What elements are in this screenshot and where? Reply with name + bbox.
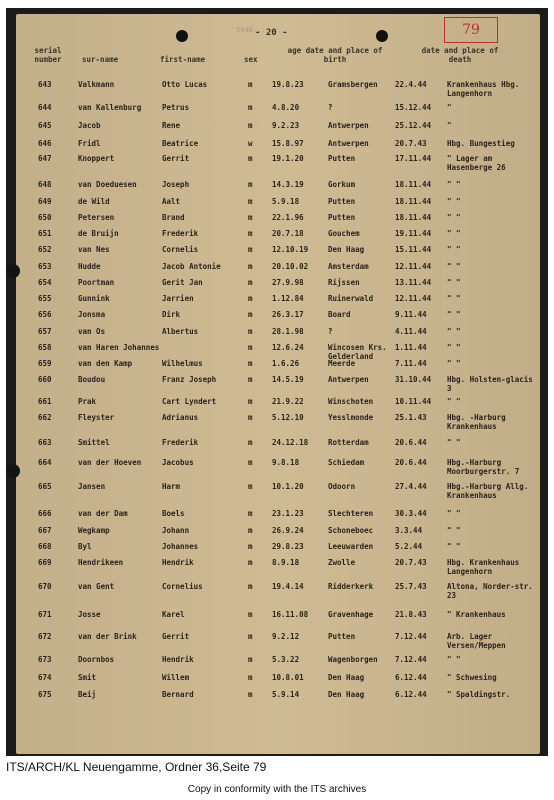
cell-ddate: 15.11.44 (395, 245, 432, 254)
cell-first: Cornelius (162, 582, 203, 591)
cell-dplace: " (447, 121, 452, 130)
cell-sur: van Nes (78, 245, 110, 254)
cell-num: 658 (38, 343, 52, 352)
cell-sex: m (248, 180, 253, 189)
cell-date: 19.4.14 (272, 582, 304, 591)
cell-dplace: " " (447, 294, 461, 303)
cell-num: 669 (38, 558, 52, 567)
cell-dplace: Hbg. Bungestieg (447, 139, 515, 148)
cell-first: Johann (162, 526, 190, 535)
cell-place: Wincosen Krs. Gelderland (328, 343, 387, 361)
cell-date: 24.12.18 (272, 438, 309, 447)
cell-place: Schoneboec (328, 526, 374, 535)
cell-dplace: " " (447, 343, 461, 352)
cell-date: 1.6.26 (272, 359, 300, 368)
cell-date: 5.3.22 (272, 655, 300, 664)
cell-sex: m (248, 673, 253, 682)
cell-ddate: 20.7.43 (395, 558, 427, 567)
cell-num: 643 (38, 80, 52, 89)
cell-place: Antwerpen (328, 121, 369, 130)
cell-dplace: " Schwesing (447, 673, 497, 682)
cell-num: 644 (38, 103, 52, 112)
cell-num: 672 (38, 632, 52, 641)
cell-sex: m (248, 582, 253, 591)
cell-ddate: 7.12.44 (395, 655, 427, 664)
cell-ddate: 25.12.44 (395, 121, 432, 130)
cell-num: 652 (38, 245, 52, 254)
cell-sex: m (248, 154, 253, 163)
cell-place: Winschoten (328, 397, 374, 406)
cell-sex: m (248, 121, 253, 130)
cell-sur: Knoppert (78, 154, 115, 163)
cell-dplace: Hbg. Krankenhaus Langenhorn (447, 558, 520, 576)
cell-sex: m (248, 542, 253, 551)
cell-date: 4.8.20 (272, 103, 300, 112)
cell-date: 19.1.20 (272, 154, 304, 163)
cell-date: 10.8.01 (272, 673, 304, 682)
cell-first: Aalt (162, 197, 181, 206)
cell-sur: van Kallenburg (78, 103, 142, 112)
punch-hole-top-left (176, 30, 188, 42)
cell-ddate: 1.11.44 (395, 343, 427, 352)
cell-ddate: 25.1.43 (395, 413, 427, 422)
cell-date: 16.11.08 (272, 610, 309, 619)
cell-sur: Poortman (78, 278, 115, 287)
cell-num: 663 (38, 438, 52, 447)
cell-sur: Fleyster (78, 413, 115, 422)
cell-sex: m (248, 438, 253, 447)
cell-num: 668 (38, 542, 52, 551)
cell-sex: m (248, 343, 253, 352)
cell-num: 651 (38, 229, 52, 238)
cell-sur: Doornbos (78, 655, 115, 664)
cell-sur: Byl (78, 542, 92, 551)
cell-sex: m (248, 278, 253, 287)
cell-num: 649 (38, 197, 52, 206)
cell-first: Albertus (162, 327, 199, 336)
header-sex: sex (244, 55, 258, 64)
cell-place: Antwerpen (328, 375, 369, 384)
cell-ddate: 31.10.44 (395, 375, 432, 384)
cell-date: 14.5.19 (272, 375, 304, 384)
cell-num: 670 (38, 582, 52, 591)
cell-ddate: 17.11.44 (395, 154, 432, 163)
cell-place: Gramsbergen (328, 80, 378, 89)
cell-num: 650 (38, 213, 52, 222)
cell-place: Rijssen (328, 278, 360, 287)
cell-place: Gravenhage (328, 610, 374, 619)
cell-first: Cart Lyndert (162, 397, 217, 406)
cell-first: Jacob Antonie (162, 262, 221, 271)
cell-ddate: 3.3.44 (395, 526, 423, 535)
cell-sur: van Os (78, 327, 106, 336)
cell-sex: m (248, 103, 253, 112)
cell-ddate: 5.2.44 (395, 542, 423, 551)
cell-ddate: 13.11.44 (395, 278, 432, 287)
cell-date: 8.9.18 (272, 558, 300, 567)
cell-first: Petrus (162, 103, 190, 112)
cell-ddate: 9.11.44 (395, 310, 427, 319)
cell-sur: Boudou (78, 375, 106, 384)
cell-first: Karel (162, 610, 185, 619)
cell-date: 12.10.19 (272, 245, 309, 254)
cell-sex: m (248, 526, 253, 535)
cell-first: Jacobus (162, 458, 194, 467)
cell-num: 667 (38, 526, 52, 535)
cell-first: Dirk (162, 310, 181, 319)
cell-dplace: " (447, 103, 452, 112)
cell-sur: de Bruijn (78, 229, 119, 238)
punch-hole-left-1 (6, 264, 20, 278)
cell-ddate: 18.11.44 (395, 213, 432, 222)
cell-sur: Fridl (78, 139, 101, 148)
cell-sex: m (248, 558, 253, 567)
cell-num: 647 (38, 154, 52, 163)
cell-sex: m (248, 359, 253, 368)
cell-sur: van Doeduesen (78, 180, 137, 189)
cell-first: Hendrik (162, 558, 194, 567)
cell-num: 654 (38, 278, 52, 287)
cell-sex: m (248, 262, 253, 271)
cell-ddate: 15.12.44 (395, 103, 432, 112)
cell-place: Ridderkerk (328, 582, 374, 591)
cell-first: Frederik (162, 229, 199, 238)
cell-place: Schiedam (328, 458, 365, 467)
cell-place: Gouchem (328, 229, 360, 238)
cell-place: Odoorn (328, 482, 356, 491)
cell-date: 21.9.22 (272, 397, 304, 406)
cell-first: Rene (162, 121, 181, 130)
cell-date: 22.1.96 (272, 213, 304, 222)
cell-ddate: 4.11.44 (395, 327, 427, 336)
cell-place: ? (328, 327, 333, 336)
cell-ddate: 7.11.44 (395, 359, 427, 368)
cell-sex: m (248, 229, 253, 238)
cell-date: 19.8.23 (272, 80, 304, 89)
header-birth: age date and place of birth (287, 46, 383, 64)
cell-num: 675 (38, 690, 52, 699)
cell-sur: Hudde (78, 262, 101, 271)
cell-sur: Prak (78, 397, 97, 406)
cell-dplace: Hbg.-Harburg Allg. Krankenhaus (447, 482, 529, 500)
cell-sex: m (248, 632, 253, 641)
cell-dplace: " " (447, 229, 461, 238)
cell-ddate: 20.6.44 (395, 458, 427, 467)
cell-sex: m (248, 327, 253, 336)
cell-dplace: Altona, Norder-str. 23 (447, 582, 533, 600)
cell-num: 645 (38, 121, 52, 130)
cell-dplace: " " (447, 278, 461, 287)
cell-sur: van Haren Johannes (78, 343, 160, 352)
cell-dplace: " Krankenhaus (447, 610, 506, 619)
cell-place: Putten (328, 197, 356, 206)
punch-hole-left-2 (6, 464, 20, 478)
page-number: - 20 - (255, 28, 288, 38)
cell-num: 646 (38, 139, 52, 148)
cell-ddate: 21.8.43 (395, 610, 427, 619)
cell-place: Den Haag (328, 673, 365, 682)
cell-first: Beatrice (162, 139, 199, 148)
header-serial-number: serial number (34, 46, 62, 64)
cell-num: 655 (38, 294, 52, 303)
cell-sex: m (248, 197, 253, 206)
cell-num: 662 (38, 413, 52, 422)
cell-first: Adrianus (162, 413, 199, 422)
cell-num: 659 (38, 359, 52, 368)
cell-dplace: " Lager am Hasenberge 26 (447, 154, 506, 172)
cell-dplace: " " (447, 655, 461, 664)
cell-sur: Gunnink (78, 294, 110, 303)
cell-date: 9.2.12 (272, 632, 300, 641)
cell-dplace: " " (447, 262, 461, 271)
header-surname: sur-name (82, 55, 119, 64)
cell-first: Otto Lucas (162, 80, 208, 89)
cell-ddate: 6.12.44 (395, 673, 427, 682)
cell-dplace: " " (447, 213, 461, 222)
cell-date: 9.2.23 (272, 121, 300, 130)
cell-place: Den Haag (328, 690, 365, 699)
cell-date: 20.7.18 (272, 229, 304, 238)
cell-sur: Jansen (78, 482, 106, 491)
cell-dplace: " " (447, 397, 461, 406)
cell-first: Gerit Jan (162, 278, 203, 287)
cell-sex: m (248, 610, 253, 619)
cell-num: 656 (38, 310, 52, 319)
cell-dplace: " " (447, 509, 461, 518)
cell-first: Joseph (162, 180, 190, 189)
cell-ddate: 18.11.44 (395, 197, 432, 206)
cell-sur: Jonsma (78, 310, 106, 319)
header-first-name: first-name (160, 55, 206, 64)
cell-dplace: " " (447, 359, 461, 368)
cell-date: 27.9.98 (272, 278, 304, 287)
cell-place: Den Haag (328, 245, 365, 254)
cell-place: Wagenborgen (328, 655, 378, 664)
cell-sex: m (248, 509, 253, 518)
cell-first: Franz Joseph (162, 375, 217, 384)
cell-first: Brand (162, 213, 185, 222)
cell-num: 653 (38, 262, 52, 271)
cell-first: Gerrit (162, 154, 190, 163)
cell-sur: van der Hoeven (78, 458, 142, 467)
cell-date: 10.1.20 (272, 482, 304, 491)
cell-place: Amsterdam (328, 262, 369, 271)
cell-date: 5.9.18 (272, 197, 300, 206)
cell-sur: Petersen (78, 213, 115, 222)
cell-sex: m (248, 482, 253, 491)
cell-sex: m (248, 397, 253, 406)
cell-sur: Beij (78, 690, 97, 699)
cell-dplace: " " (447, 310, 461, 319)
cell-sex: m (248, 655, 253, 664)
cell-date: 26.9.24 (272, 526, 304, 535)
cell-num: 666 (38, 509, 52, 518)
cell-first: Bernard (162, 690, 194, 699)
cell-place: Leeuwarden (328, 542, 374, 551)
cell-num: 657 (38, 327, 52, 336)
cell-date: 5.9.14 (272, 690, 300, 699)
cell-dplace: " " (447, 438, 461, 447)
cell-sex: m (248, 245, 253, 254)
cell-dplace: " " (447, 245, 461, 254)
cell-ddate: 18.11.44 (395, 180, 432, 189)
cell-ddate: 25.7.43 (395, 582, 427, 591)
cell-num: 665 (38, 482, 52, 491)
archive-reference: ITS/ARCH/KL Neuengamme, Ordner 36,Seite 79 (6, 760, 267, 774)
cell-sur: Josse (78, 610, 101, 619)
cell-sex: m (248, 213, 253, 222)
folio-number-stamp: 79 (444, 17, 498, 43)
cell-date: 29.8.23 (272, 542, 304, 551)
cell-place: Yesslmonde (328, 413, 374, 422)
cell-dplace: " " (447, 327, 461, 336)
cell-date: 14.3.19 (272, 180, 304, 189)
cell-first: Jarrien (162, 294, 194, 303)
cell-sex: w (248, 139, 253, 148)
cell-num: 664 (38, 458, 52, 467)
cell-sur: Hendrikeen (78, 558, 124, 567)
cell-place: Putten (328, 632, 356, 641)
cell-ddate: 27.4.44 (395, 482, 427, 491)
faint-stamp: 5940... (236, 26, 266, 34)
cell-dplace: " " (447, 180, 461, 189)
cell-dplace: Hbg.-Harburg Moorburgerstr. 7 (447, 458, 520, 476)
cell-num: 671 (38, 610, 52, 619)
cell-date: 9.8.18 (272, 458, 300, 467)
cell-date: 23.1.23 (272, 509, 304, 518)
cell-ddate: 10.11.44 (395, 397, 432, 406)
cell-sur: de Wild (78, 197, 110, 206)
cell-place: Ruinerwald (328, 294, 374, 303)
cell-date: 5.12.10 (272, 413, 304, 422)
cell-num: 660 (38, 375, 52, 384)
cell-first: Gerrit (162, 632, 190, 641)
cell-date: 28.1.98 (272, 327, 304, 336)
cell-first: Frederik (162, 438, 199, 447)
cell-sur: van der Dam (78, 509, 128, 518)
cell-place: Antwerpen (328, 139, 369, 148)
cell-place: Putten (328, 154, 356, 163)
punch-hole-top-right (376, 30, 388, 42)
cell-place: Putten (328, 213, 356, 222)
cell-date: 26.3.17 (272, 310, 304, 319)
cell-first: Wilhelmus (162, 359, 203, 368)
cell-first: Harm (162, 482, 181, 491)
cell-ddate: 30.3.44 (395, 509, 427, 518)
cell-sex: m (248, 294, 253, 303)
cell-num: 674 (38, 673, 52, 682)
cell-sex: m (248, 690, 253, 699)
cell-num: 673 (38, 655, 52, 664)
cell-sex: m (248, 458, 253, 467)
cell-num: 661 (38, 397, 52, 406)
cell-sur: van den Kamp (78, 359, 133, 368)
cell-date: 12.6.24 (272, 343, 304, 352)
cell-sur: van Gent (78, 582, 115, 591)
cell-date: 20.10.02 (272, 262, 309, 271)
cell-place: Meerde (328, 359, 356, 368)
cell-ddate: 12.11.44 (395, 294, 432, 303)
cell-first: Hendrik (162, 655, 194, 664)
cell-ddate: 20.6.44 (395, 438, 427, 447)
cell-dplace: " " (447, 542, 461, 551)
cell-sex: m (248, 375, 253, 384)
cell-first: Willem (162, 673, 190, 682)
cell-place: Slechteren (328, 509, 374, 518)
cell-sur: Smit (78, 673, 97, 682)
cell-dplace: Krankenhaus Hbg. Langenhorn (447, 80, 520, 98)
cell-dplace: Hbg. Holsten-glacis 3 (447, 375, 533, 393)
cell-num: 648 (38, 180, 52, 189)
cell-ddate: 22.4.44 (395, 80, 427, 89)
cell-sur: Wegkamp (78, 526, 110, 535)
cell-ddate: 7.12.44 (395, 632, 427, 641)
cell-date: 15.8.97 (272, 139, 304, 148)
cell-ddate: 19.11.44 (395, 229, 432, 238)
cell-place: Board (328, 310, 351, 319)
cell-first: Johannes (162, 542, 199, 551)
cell-ddate: 6.12.44 (395, 690, 427, 699)
cell-sur: Jacob (78, 121, 101, 130)
header-death: date and place of death (421, 46, 499, 64)
cell-sur: Smittel (78, 438, 110, 447)
cell-dplace: " " (447, 526, 461, 535)
cell-dplace: Arb. Lager Versen/Meppen (447, 632, 506, 650)
cell-date: 1.12.84 (272, 294, 304, 303)
cell-place: ? (328, 103, 333, 112)
cell-place: Gorkum (328, 180, 356, 189)
cell-dplace: Hbg. -Harburg Krankenhaus (447, 413, 506, 431)
cell-ddate: 12.11.44 (395, 262, 432, 271)
cell-first: Boels (162, 509, 185, 518)
cell-first: Cornelis (162, 245, 199, 254)
cell-sex: m (248, 80, 253, 89)
cell-place: Rotterdam (328, 438, 369, 447)
cell-dplace: " " (447, 197, 461, 206)
cell-sex: m (248, 413, 253, 422)
cell-dplace: " Spaldingstr. (447, 690, 511, 699)
cell-sex: m (248, 310, 253, 319)
cell-place: Zwolle (328, 558, 356, 567)
cell-ddate: 20.7.43 (395, 139, 427, 148)
archive-copy-note: Copy in conformity with the ITS archives (187, 784, 367, 795)
cell-sur: Valkmann (78, 80, 115, 89)
cell-sur: van der Brink (78, 632, 137, 641)
